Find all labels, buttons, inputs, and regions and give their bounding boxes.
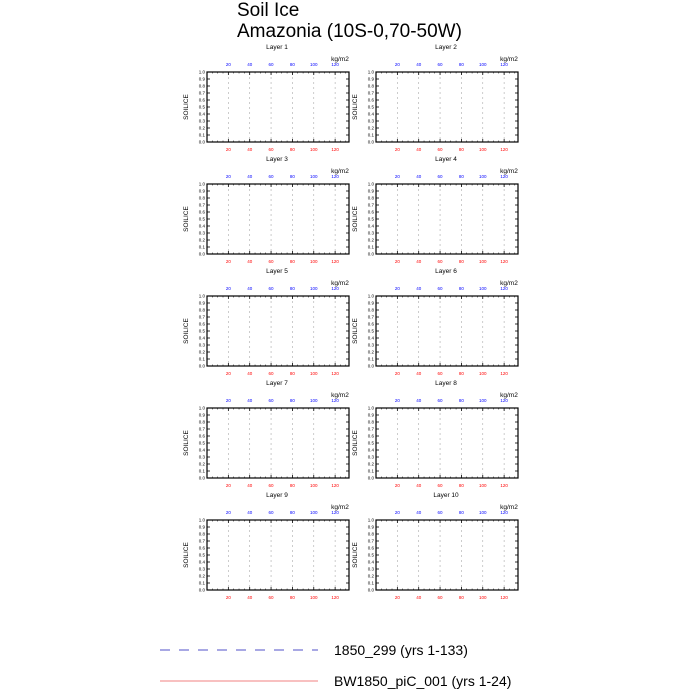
panel-10 — [352, 492, 518, 600]
y-tick-label: 0.9 — [367, 300, 374, 306]
y-tick-label: 0.4 — [198, 335, 205, 341]
x-bottom-tick-label: 80 — [458, 595, 464, 600]
y-tick-label: 0.2 — [198, 573, 205, 579]
y-axis-label: SOILICE — [183, 318, 190, 344]
x-top-tick-label: 20 — [225, 510, 231, 515]
y-tick-label: 0.3 — [367, 118, 374, 124]
y-tick-label: 0.2 — [198, 125, 205, 131]
y-tick-label: 0.6 — [367, 209, 374, 215]
x-top-tick-label: 100 — [479, 398, 487, 403]
y-axis-label: SOILICE — [352, 206, 359, 232]
y-tick-label: 0.6 — [198, 97, 205, 103]
x-top-tick-label: 120 — [331, 510, 339, 515]
y-tick-label: 0.1 — [367, 356, 374, 362]
x-bottom-tick-label: 20 — [225, 147, 231, 152]
y-tick-label: 0.0 — [198, 475, 205, 481]
y-tick-label: 0.1 — [198, 468, 205, 474]
x-bottom-tick-label: 100 — [310, 259, 318, 264]
y-tick-label: 1.0 — [367, 517, 374, 523]
y-tick-label: 1.0 — [198, 69, 205, 75]
x-bottom-tick-label: 100 — [310, 483, 318, 488]
y-tick-label: 0.6 — [198, 433, 205, 439]
y-tick-label: 0.2 — [367, 125, 374, 131]
y-tick-label: 0.4 — [198, 447, 205, 453]
x-top-tick-label: 80 — [289, 286, 295, 291]
x-bottom-tick-label: 60 — [268, 483, 274, 488]
y-axis-label: SOILICE — [352, 430, 359, 456]
y-tick-label: 0.7 — [198, 538, 205, 544]
x-top-tick-label: 20 — [225, 62, 231, 67]
y-axis-label: SOILICE — [183, 206, 190, 232]
x-bottom-tick-label: 120 — [500, 147, 508, 152]
y-tick-label: 0.2 — [198, 349, 205, 355]
x-bottom-tick-label: 60 — [437, 371, 443, 376]
x-top-tick-label: 60 — [437, 174, 443, 179]
x-top-tick-label: 100 — [479, 286, 487, 291]
y-tick-label: 0.0 — [367, 251, 374, 257]
y-axis-label: SOILICE — [183, 94, 190, 120]
x-bottom-tick-label: 20 — [225, 595, 231, 600]
x-bottom-tick-label: 120 — [331, 595, 339, 600]
y-axis-label: SOILICE — [352, 542, 359, 568]
x-bottom-tick-label: 120 — [500, 483, 508, 488]
x-top-tick-label: 80 — [289, 174, 295, 179]
x-top-tick-label: 100 — [479, 62, 487, 67]
y-tick-label: 0.8 — [198, 419, 205, 425]
x-bottom-tick-label: 80 — [289, 259, 295, 264]
panel-2 — [352, 44, 518, 152]
y-tick-label: 0.5 — [198, 552, 205, 558]
x-bottom-tick-label: 80 — [289, 371, 295, 376]
panel-label: Layer 6 — [435, 268, 457, 275]
x-bottom-tick-label: 40 — [247, 595, 253, 600]
y-tick-label: 0.8 — [198, 531, 205, 537]
y-tick-label: 0.3 — [198, 118, 205, 124]
y-tick-label: 0.1 — [367, 244, 374, 250]
y-tick-label: 0.1 — [198, 580, 205, 586]
x-bottom-tick-label: 100 — [479, 595, 487, 600]
x-top-tick-label: 20 — [394, 174, 400, 179]
x-bottom-tick-label: 60 — [437, 595, 443, 600]
y-tick-label: 0.0 — [367, 363, 374, 369]
legend-label: BW1850_piC_001 (yrs 1-24) — [334, 673, 512, 689]
y-tick-label: 0.4 — [198, 111, 205, 117]
y-tick-label: 0.2 — [198, 461, 205, 467]
y-tick-label: 0.3 — [198, 230, 205, 236]
x-top-tick-label: 60 — [268, 510, 274, 515]
x-top-tick-label: 40 — [247, 398, 253, 403]
x-bottom-tick-label: 40 — [247, 371, 253, 376]
x-top-tick-label: 60 — [268, 398, 274, 403]
y-tick-label: 0.5 — [367, 216, 374, 222]
x-bottom-tick-label: 20 — [225, 259, 231, 264]
y-tick-label: 0.2 — [367, 237, 374, 243]
x-top-tick-label: 80 — [458, 62, 464, 67]
y-tick-label: 0.8 — [367, 531, 374, 537]
y-tick-label: 0.3 — [198, 342, 205, 348]
panel-label: Layer 8 — [435, 380, 457, 387]
x-top-tick-label: 80 — [458, 174, 464, 179]
x-top-tick-label: 120 — [500, 62, 508, 67]
y-tick-label: 0.1 — [198, 244, 205, 250]
x-bottom-tick-label: 100 — [479, 259, 487, 264]
y-tick-label: 0.6 — [367, 545, 374, 551]
y-tick-label: 1.0 — [367, 293, 374, 299]
y-tick-label: 1.0 — [367, 181, 374, 187]
x-top-tick-label: 120 — [500, 174, 508, 179]
y-tick-label: 0.3 — [367, 342, 374, 348]
x-bottom-tick-label: 100 — [310, 371, 318, 376]
x-bottom-tick-label: 40 — [416, 259, 422, 264]
x-bottom-tick-label: 80 — [289, 483, 295, 488]
x-top-tick-label: 60 — [437, 62, 443, 67]
x-bottom-tick-label: 100 — [310, 147, 318, 152]
chart-title: Soil Ice — [237, 0, 300, 21]
x-bottom-tick-label: 120 — [331, 259, 339, 264]
y-tick-label: 0.8 — [367, 83, 374, 89]
y-tick-label: 0.9 — [198, 300, 205, 306]
y-axis-label: SOILICE — [183, 542, 190, 568]
y-tick-label: 0.1 — [367, 468, 374, 474]
x-bottom-tick-label: 60 — [268, 371, 274, 376]
units-label: kg/m2 — [500, 392, 518, 399]
x-top-tick-label: 100 — [310, 286, 318, 291]
y-tick-label: 0.4 — [367, 223, 374, 229]
y-tick-label: 0.4 — [198, 559, 205, 565]
panel-label: Layer 5 — [266, 268, 288, 275]
x-bottom-tick-label: 100 — [479, 483, 487, 488]
y-tick-label: 0.7 — [367, 314, 374, 320]
x-bottom-tick-label: 120 — [331, 371, 339, 376]
y-tick-label: 0.9 — [198, 76, 205, 82]
y-tick-label: 0.9 — [367, 76, 374, 82]
units-label: kg/m2 — [331, 392, 349, 399]
y-tick-label: 0.8 — [198, 195, 205, 201]
x-bottom-tick-label: 20 — [394, 147, 400, 152]
x-top-tick-label: 100 — [479, 510, 487, 515]
x-bottom-tick-label: 120 — [331, 483, 339, 488]
y-tick-label: 0.0 — [198, 251, 205, 257]
y-tick-label: 0.3 — [367, 230, 374, 236]
x-bottom-tick-label: 60 — [268, 259, 274, 264]
units-label: kg/m2 — [500, 168, 518, 175]
y-tick-label: 0.3 — [198, 566, 205, 572]
x-bottom-tick-label: 20 — [394, 371, 400, 376]
units-label: kg/m2 — [331, 280, 349, 287]
legend-entry — [160, 673, 511, 689]
units-label: kg/m2 — [331, 168, 349, 175]
y-tick-label: 0.8 — [367, 307, 374, 313]
x-bottom-tick-label: 100 — [479, 371, 487, 376]
panel-8 — [352, 380, 518, 488]
x-bottom-tick-label: 40 — [416, 147, 422, 152]
x-bottom-tick-label: 80 — [458, 259, 464, 264]
x-bottom-tick-label: 40 — [416, 483, 422, 488]
panel-label: Layer 7 — [266, 380, 288, 387]
x-bottom-tick-label: 80 — [458, 483, 464, 488]
x-top-tick-label: 60 — [437, 398, 443, 403]
y-tick-label: 0.0 — [198, 139, 205, 145]
y-tick-label: 0.7 — [198, 90, 205, 96]
y-tick-label: 1.0 — [198, 181, 205, 187]
y-tick-label: 0.6 — [367, 321, 374, 327]
y-tick-label: 0.9 — [198, 524, 205, 530]
x-top-tick-label: 80 — [458, 286, 464, 291]
x-bottom-tick-label: 60 — [268, 147, 274, 152]
y-tick-label: 0.7 — [367, 90, 374, 96]
y-tick-label: 1.0 — [367, 69, 374, 75]
y-tick-label: 0.5 — [367, 104, 374, 110]
y-tick-label: 0.7 — [367, 426, 374, 432]
y-tick-label: 0.1 — [367, 132, 374, 138]
y-tick-label: 0.6 — [367, 97, 374, 103]
y-tick-label: 0.5 — [198, 104, 205, 110]
panel-5 — [183, 268, 349, 376]
y-tick-label: 0.7 — [198, 426, 205, 432]
x-top-tick-label: 120 — [331, 398, 339, 403]
y-tick-label: 0.9 — [367, 412, 374, 418]
x-bottom-tick-label: 80 — [289, 595, 295, 600]
y-tick-label: 0.6 — [198, 209, 205, 215]
x-top-tick-label: 20 — [225, 174, 231, 179]
y-tick-label: 0.7 — [198, 314, 205, 320]
panel-3 — [183, 156, 349, 264]
x-bottom-tick-label: 120 — [500, 595, 508, 600]
x-top-tick-label: 20 — [225, 286, 231, 291]
y-tick-label: 0.8 — [367, 195, 374, 201]
legend-entry — [160, 642, 468, 658]
y-tick-label: 0.0 — [367, 475, 374, 481]
panel-label: Layer 1 — [266, 44, 288, 51]
units-label: kg/m2 — [500, 280, 518, 287]
y-tick-label: 1.0 — [198, 405, 205, 411]
x-bottom-tick-label: 20 — [225, 483, 231, 488]
x-bottom-tick-label: 20 — [225, 371, 231, 376]
y-tick-label: 0.6 — [198, 321, 205, 327]
x-top-tick-label: 120 — [331, 62, 339, 67]
panel-label: Layer 4 — [435, 156, 457, 163]
x-bottom-tick-label: 40 — [416, 371, 422, 376]
y-tick-label: 0.5 — [367, 552, 374, 558]
x-top-tick-label: 120 — [500, 510, 508, 515]
units-label: kg/m2 — [500, 504, 518, 511]
y-tick-label: 0.4 — [367, 447, 374, 453]
x-bottom-tick-label: 40 — [416, 595, 422, 600]
x-top-tick-label: 100 — [479, 174, 487, 179]
y-tick-label: 0.5 — [198, 216, 205, 222]
panel-1 — [183, 44, 349, 152]
x-bottom-tick-label: 80 — [458, 371, 464, 376]
panel-label: Layer 2 — [435, 44, 457, 51]
x-top-tick-label: 100 — [310, 398, 318, 403]
y-tick-label: 0.4 — [367, 559, 374, 565]
y-tick-label: 0.9 — [198, 188, 205, 194]
x-top-tick-label: 40 — [247, 62, 253, 67]
x-top-tick-label: 120 — [331, 286, 339, 291]
y-tick-label: 1.0 — [367, 405, 374, 411]
x-top-tick-label: 20 — [394, 510, 400, 515]
y-tick-label: 0.7 — [198, 202, 205, 208]
y-tick-label: 0.4 — [198, 223, 205, 229]
y-tick-label: 0.6 — [367, 433, 374, 439]
y-tick-label: 0.0 — [367, 587, 374, 593]
y-tick-label: 0.5 — [367, 328, 374, 334]
x-top-tick-label: 20 — [225, 398, 231, 403]
y-axis-label: SOILICE — [352, 94, 359, 120]
y-tick-label: 0.2 — [367, 349, 374, 355]
y-tick-label: 0.0 — [198, 363, 205, 369]
y-tick-label: 0.1 — [198, 132, 205, 138]
y-tick-label: 0.1 — [198, 356, 205, 362]
y-tick-label: 0.8 — [198, 307, 205, 313]
y-tick-label: 0.2 — [367, 461, 374, 467]
y-tick-label: 0.7 — [367, 202, 374, 208]
panel-label: Layer 9 — [266, 492, 288, 499]
y-tick-label: 0.2 — [367, 573, 374, 579]
y-tick-label: 0.8 — [198, 83, 205, 89]
x-top-tick-label: 120 — [331, 174, 339, 179]
x-top-tick-label: 80 — [289, 510, 295, 515]
x-top-tick-label: 80 — [289, 62, 295, 67]
x-top-tick-label: 20 — [394, 62, 400, 67]
x-bottom-tick-label: 20 — [394, 595, 400, 600]
x-top-tick-label: 100 — [310, 174, 318, 179]
y-tick-label: 0.5 — [198, 440, 205, 446]
panel-4 — [352, 156, 518, 264]
x-bottom-tick-label: 60 — [437, 259, 443, 264]
y-tick-label: 0.3 — [367, 454, 374, 460]
x-top-tick-label: 60 — [268, 62, 274, 67]
x-top-tick-label: 40 — [247, 174, 253, 179]
x-top-tick-label: 60 — [268, 174, 274, 179]
units-label: kg/m2 — [331, 56, 349, 63]
chart-subtitle: Amazonia (10S-0,70-50W) — [237, 21, 462, 42]
x-top-tick-label: 40 — [247, 510, 253, 515]
y-tick-label: 0.9 — [367, 188, 374, 194]
y-tick-label: 1.0 — [198, 293, 205, 299]
x-bottom-tick-label: 120 — [331, 147, 339, 152]
panel-label: Layer 3 — [266, 156, 288, 163]
x-top-tick-label: 120 — [500, 398, 508, 403]
panel-6 — [352, 268, 518, 376]
x-bottom-tick-label: 40 — [247, 147, 253, 152]
x-top-tick-label: 40 — [416, 62, 422, 67]
x-top-tick-label: 40 — [247, 286, 253, 291]
y-axis-label: SOILICE — [352, 318, 359, 344]
x-bottom-tick-label: 40 — [247, 259, 253, 264]
x-top-tick-label: 40 — [416, 174, 422, 179]
units-label: kg/m2 — [500, 56, 518, 63]
y-tick-label: 0.9 — [198, 412, 205, 418]
y-tick-label: 0.4 — [367, 335, 374, 341]
y-tick-label: 0.4 — [367, 111, 374, 117]
y-tick-label: 0.6 — [198, 545, 205, 551]
x-top-tick-label: 80 — [289, 398, 295, 403]
x-bottom-tick-label: 80 — [289, 147, 295, 152]
panel-label: Layer 10 — [433, 492, 459, 499]
x-bottom-tick-label: 100 — [310, 595, 318, 600]
x-bottom-tick-label: 80 — [458, 147, 464, 152]
x-top-tick-label: 20 — [394, 398, 400, 403]
x-top-tick-label: 80 — [458, 398, 464, 403]
y-tick-label: 0.7 — [367, 538, 374, 544]
x-top-tick-label: 80 — [458, 510, 464, 515]
x-top-tick-label: 40 — [416, 286, 422, 291]
y-tick-label: 0.0 — [198, 587, 205, 593]
x-bottom-tick-label: 100 — [479, 147, 487, 152]
legend-label: 1850_299 (yrs 1-133) — [334, 642, 468, 658]
x-bottom-tick-label: 60 — [437, 483, 443, 488]
x-bottom-tick-label: 120 — [500, 259, 508, 264]
y-axis-label: SOILICE — [183, 430, 190, 456]
x-top-tick-label: 40 — [416, 398, 422, 403]
x-top-tick-label: 20 — [394, 286, 400, 291]
x-bottom-tick-label: 60 — [268, 595, 274, 600]
panel-7 — [183, 380, 349, 488]
x-top-tick-label: 40 — [416, 510, 422, 515]
y-tick-label: 0.3 — [198, 454, 205, 460]
y-tick-label: 0.1 — [367, 580, 374, 586]
y-tick-label: 0.2 — [198, 237, 205, 243]
x-top-tick-label: 100 — [310, 62, 318, 67]
y-tick-label: 0.0 — [367, 139, 374, 145]
x-top-tick-label: 60 — [268, 286, 274, 291]
x-bottom-tick-label: 60 — [437, 147, 443, 152]
x-top-tick-label: 120 — [500, 286, 508, 291]
x-top-tick-label: 100 — [310, 510, 318, 515]
x-bottom-tick-label: 20 — [394, 483, 400, 488]
y-tick-label: 0.5 — [367, 440, 374, 446]
x-bottom-tick-label: 120 — [500, 371, 508, 376]
y-tick-label: 1.0 — [198, 517, 205, 523]
y-tick-label: 0.5 — [198, 328, 205, 334]
x-top-tick-label: 60 — [437, 286, 443, 291]
x-top-tick-label: 60 — [437, 510, 443, 515]
x-bottom-tick-label: 40 — [247, 483, 253, 488]
y-tick-label: 0.3 — [367, 566, 374, 572]
units-label: kg/m2 — [331, 504, 349, 511]
x-bottom-tick-label: 20 — [394, 259, 400, 264]
panel-9 — [183, 492, 349, 600]
y-tick-label: 0.8 — [367, 419, 374, 425]
y-tick-label: 0.9 — [367, 524, 374, 530]
